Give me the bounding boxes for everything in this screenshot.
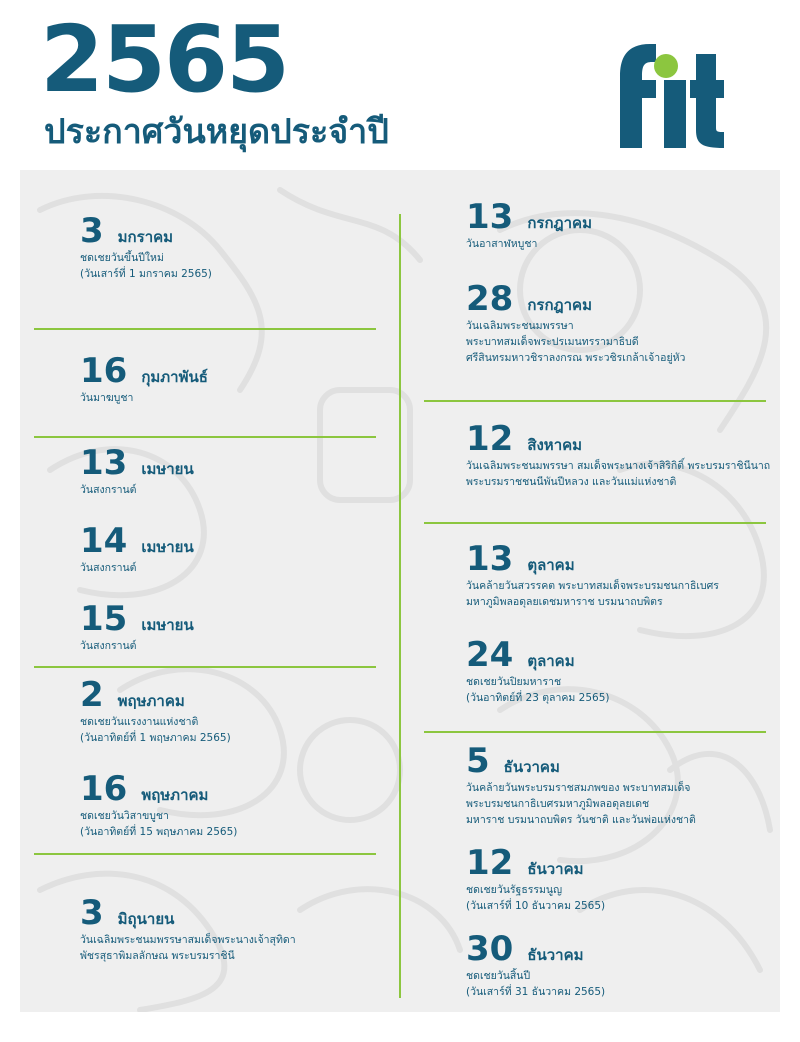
holiday-entry bbox=[80, 444, 194, 498]
holiday-entry bbox=[80, 894, 296, 964]
holiday-description: ศรีสินทรมหาวชิราลงกรณ พระวชิรเกล้าเจ้าอยู่หัว bbox=[466, 352, 686, 364]
holiday-day: 13 bbox=[466, 539, 514, 579]
holiday-day: 16 bbox=[80, 351, 128, 391]
holiday-month: มิถุนายน bbox=[117, 910, 175, 928]
holiday-description: ชดเชยวันปิยมหาราช bbox=[466, 676, 562, 688]
holiday-description: ชดเชยวันสิ้นปี bbox=[466, 970, 531, 982]
holiday-month: พฤษภาคม bbox=[141, 786, 209, 804]
holiday-day: 3 bbox=[80, 211, 104, 251]
holiday-description: ชดเชยวันรัฐธรรมนูญ bbox=[466, 884, 563, 896]
holiday-description: วันเฉลิมพระชนมพรรษาสมเด็จพระนางเจ้าสุทิดา bbox=[80, 934, 296, 946]
holiday-description: วันคล้ายวันพระบรมราชสมภพของ พระบาทสมเด็จ bbox=[466, 782, 691, 794]
holiday-description: มหาราช บรมนาถบพิตร วันชาติ และวันพ่อแห่งชาติ bbox=[466, 814, 696, 826]
holiday-month: ตุลาคม bbox=[527, 652, 575, 670]
holiday-entry bbox=[466, 636, 609, 706]
holiday-day: 16 bbox=[80, 769, 128, 809]
holiday-description: วันสงกรานต์ bbox=[80, 640, 137, 652]
holiday-day: 12 bbox=[466, 419, 514, 459]
holiday-month: สิงหาคม bbox=[527, 436, 583, 454]
holiday-day: 13 bbox=[80, 443, 128, 483]
holiday-description: วันเฉลิมพระชนมพรรษา สมเด็จพระนางเจ้าสิริกิติ์ พระบรมราชินีนาถ bbox=[466, 460, 771, 472]
holiday-month: ธันวาคม bbox=[503, 758, 560, 776]
holiday-entry bbox=[466, 930, 605, 1000]
holiday-description: ชดเชยวันแรงงานแห่งชาติ bbox=[80, 716, 199, 728]
holiday-entry bbox=[466, 844, 605, 914]
divider bbox=[34, 666, 376, 668]
holiday-description: พระบรมชนกาธิเบศรมหาภูมิพลอดุลยเดช bbox=[466, 798, 650, 810]
holiday-entry bbox=[80, 212, 212, 282]
holiday-day: 15 bbox=[80, 599, 128, 639]
holiday-description: วันสงกรานต์ bbox=[80, 562, 137, 574]
holiday-month: กรกฎาคม bbox=[527, 214, 592, 232]
holiday-description: (วันอาทิตย์ที่ 1 พฤษภาคม 2565) bbox=[80, 732, 231, 744]
holiday-day: 13 bbox=[466, 197, 514, 237]
divider bbox=[424, 400, 766, 402]
fit-logo bbox=[616, 36, 726, 148]
holiday-month: เมษายน bbox=[141, 616, 194, 634]
holiday-description: ชดเชยวันวิสาขบูชา bbox=[80, 810, 169, 822]
holiday-description: วันมาฆบูชา bbox=[80, 392, 134, 404]
holiday-description: พัชรสุธาพิมลลักษณ พระบรมราชินี bbox=[80, 950, 235, 962]
divider bbox=[424, 522, 766, 524]
holiday-entry bbox=[466, 280, 685, 366]
divider bbox=[34, 853, 376, 855]
holiday-description: (วันเสาร์ที่ 31 ธันวาคม 2565) bbox=[466, 986, 606, 998]
holiday-description: วันอาสาฬหบูชา bbox=[466, 238, 538, 250]
holiday-entry bbox=[80, 676, 231, 746]
divider bbox=[34, 436, 376, 438]
holiday-day: 2 bbox=[80, 675, 104, 715]
holiday-day: 5 bbox=[466, 741, 490, 781]
holiday-description: พระบาทสมเด็จพระปรเมนทรรามาธิบดี bbox=[466, 336, 639, 348]
holiday-entry bbox=[466, 420, 770, 490]
holiday-entry bbox=[466, 742, 696, 828]
holiday-description: มหาภูมิพลอดุลยเดชมหาราช บรมนาถบพิตร bbox=[466, 596, 663, 608]
divider bbox=[34, 328, 376, 330]
holiday-entry bbox=[80, 770, 237, 840]
holiday-month: เมษายน bbox=[141, 538, 194, 556]
holiday-day: 3 bbox=[80, 893, 104, 933]
divider bbox=[424, 731, 766, 733]
holiday-month: ธันวาคม bbox=[527, 860, 584, 878]
holiday-description: (วันอาทิตย์ที่ 23 ตุลาคม 2565) bbox=[466, 692, 610, 704]
column-divider bbox=[399, 214, 401, 998]
holiday-entry bbox=[80, 522, 194, 576]
holiday-description: (วันอาทิตย์ที่ 15 พฤษภาคม 2565) bbox=[80, 826, 238, 838]
holiday-description: ชดเชยวันขึ้นปีใหม่ bbox=[80, 252, 164, 264]
holiday-description: พระบรมราชชนนีพันปีหลวง และวันแม่แห่งชาติ bbox=[466, 476, 677, 488]
holiday-month: พฤษภาคม bbox=[117, 692, 185, 710]
holiday-description: วันสงกรานต์ bbox=[80, 484, 137, 496]
year-heading: 2565 bbox=[40, 6, 289, 113]
holiday-description: วันเฉลิมพระชนมพรรษา bbox=[466, 320, 574, 332]
holiday-day: 30 bbox=[466, 929, 514, 969]
holiday-month: กุมภาพันธ์ bbox=[141, 368, 208, 386]
holiday-description: วันคล้ายวันสวรรคต พระบาทสมเด็จพระบรมชนกาธิเบศร bbox=[466, 580, 719, 592]
holiday-description: (วันเสาร์ที่ 1 มกราคม 2565) bbox=[80, 268, 212, 280]
holiday-month: ธันวาคม bbox=[527, 946, 584, 964]
holiday-entry bbox=[80, 352, 208, 406]
holiday-entry bbox=[80, 600, 194, 654]
holiday-day: 14 bbox=[80, 521, 128, 561]
page-title: ประกาศวันหยุดประจำปี bbox=[44, 112, 389, 152]
holiday-month: มกราคม bbox=[117, 228, 174, 246]
holiday-day: 28 bbox=[466, 279, 514, 319]
holiday-day: 12 bbox=[466, 843, 514, 883]
holiday-month: ตุลาคม bbox=[527, 556, 575, 574]
holiday-month: กรกฎาคม bbox=[527, 296, 592, 314]
holiday-description: (วันเสาร์ที่ 10 ธันวาคม 2565) bbox=[466, 900, 606, 912]
holiday-entry bbox=[466, 198, 592, 252]
holiday-month: เมษายน bbox=[141, 460, 194, 478]
holiday-day: 24 bbox=[466, 635, 514, 675]
holiday-entry bbox=[466, 540, 719, 610]
